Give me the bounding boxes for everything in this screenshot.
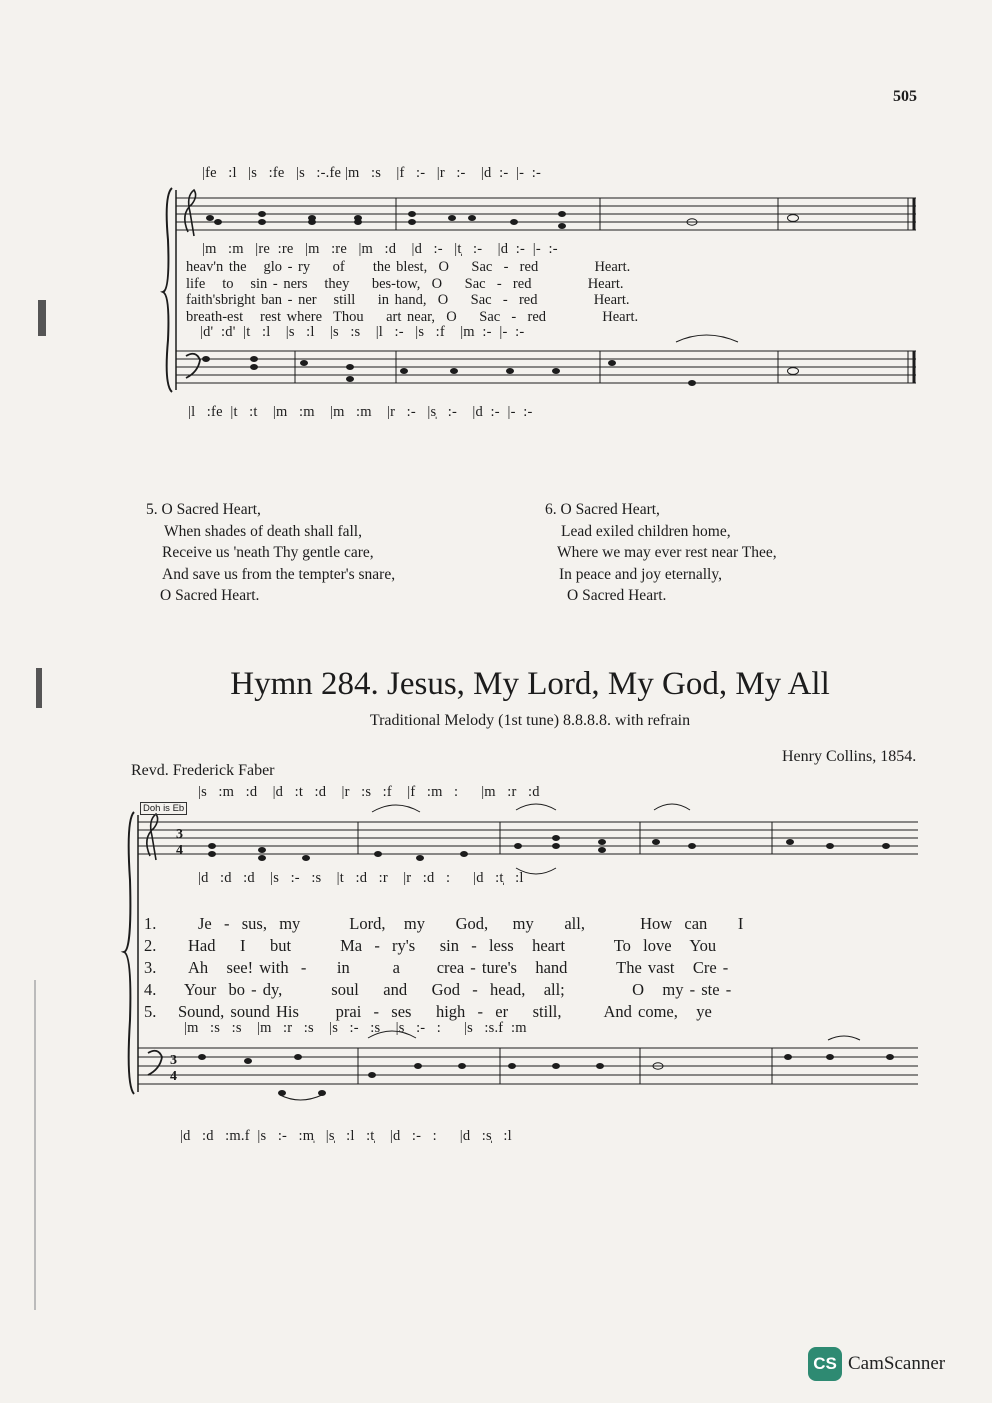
lower-bass-solfa: |d :d :m.f |s :- :m̩ |s̩ :l :t̩ |d :- : |d :s̩ :l — [180, 1128, 512, 1144]
upper-lyric-line-1: heav'n the glo - ry of the blest, O Sac - red Heart. — [186, 259, 631, 275]
verse-5-line: When shades of death shall fall, — [164, 522, 362, 540]
upper-bass-solfa: |l :fe |t :t |m :m |m :m |r :- |s̩ :- |d :- |- :- — [188, 404, 533, 420]
lower-lyric-number: 1. — [144, 914, 157, 933]
scan-edge-mark — [38, 300, 46, 336]
hymn-subtitle: Traditional Melody (1st tune) 8.8.8.8. with refrain — [369, 712, 691, 729]
scan-edge-mark — [34, 980, 36, 1310]
lower-treble-solfa: |s :m :d |d :t :d |r :s :f |f :m : |m :r :d — [198, 784, 540, 800]
lower-lyric-line-3: Ah see! with - in a crea - ture's hand The vast Cre - — [188, 958, 729, 977]
lower-treble-staff — [138, 822, 918, 854]
upper-lyric-line-2: life to sin - ners they bes-tow, O Sac - red Heart. — [186, 276, 624, 292]
lower-lyric-number: 2. — [144, 936, 157, 955]
upper-lyric-line-3: faith'sbright ban - ner still in hand, O Sac - red Heart. — [186, 292, 630, 308]
lower-lyric-line-4: Your bo - dy, soul and God - head, all; O my - ste - — [184, 980, 732, 999]
verse-5 — [146, 499, 395, 607]
verse-6-line: Lead exiled children home, — [561, 522, 731, 540]
verse-6-line: O Sacred Heart. — [567, 587, 667, 604]
verse-5-line: 5. O Sacred Heart, — [146, 501, 261, 518]
camscanner-logo-icon: CS — [808, 1347, 842, 1381]
upper-tenor-solfa: |d' :d' |t :l |s :l |s :s |l :- |s :f |m :- |- :- — [200, 324, 525, 340]
verse-6-line: Where we may ever rest near Thee, — [557, 544, 777, 561]
hymn-title: Hymn 284. Jesus, My Lord, My God, My All — [230, 666, 830, 702]
lower-lyric-line-1: Je - sus, my Lord, my God, my all, How can I — [198, 914, 744, 933]
svg-text:3: 3 — [170, 1053, 177, 1068]
svg-text:4: 4 — [170, 1069, 177, 1084]
lower-lyric-line-5: Sound, sound His prai - ses high - er still, And come, ye — [178, 1002, 712, 1021]
lower-lyric-number: 5. — [144, 1002, 157, 1021]
lower-tenor-solfa: |m :s :s |m :r :s |s :- :s |s :- : |s :s.f :m — [184, 1020, 527, 1036]
verse-5-line: O Sacred Heart. — [160, 587, 260, 604]
svg-text:3: 3 — [176, 827, 183, 842]
hymn-author: Revd. Frederick Faber — [131, 762, 275, 779]
verse-6-line: 6. O Sacred Heart, — [545, 501, 660, 518]
key-signature-label: Doh is Eb — [140, 802, 187, 815]
verse-5-line: And save us from the tempter's snare, — [162, 565, 396, 583]
verse-6-line: In peace and joy eternally, — [559, 565, 722, 583]
upper-treble-staff — [176, 198, 916, 230]
upper-treble-solfa: |fe :l |s :fe |s :-.fe |m :s |f :- |r :- |d :- |- :- — [202, 165, 542, 181]
svg-text:4: 4 — [176, 843, 183, 858]
lower-alto-solfa: |d :d :d |s :- :s |t :d :r |r :d : |d :t̩ :l — [198, 870, 524, 886]
hymn-composer: Henry Collins, 1854. — [782, 748, 917, 765]
verse-5-line: Receive us 'neath Thy gentle care, — [162, 544, 374, 561]
upper-alto-solfa: |m :m |re :re |m :re |m :d |d :- |t̩ :- |d :- |- :- — [202, 241, 558, 257]
camscanner-watermark — [808, 1347, 945, 1381]
upper-lyric-line-4: breath-est rest where Thou art near, O Sac - red Heart. — [186, 309, 639, 325]
lower-lyric-number: 3. — [144, 958, 157, 977]
lower-bass-staff — [138, 1048, 918, 1084]
camscanner-brand: CamScanner — [848, 1353, 946, 1374]
lower-lyric-number: 4. — [144, 980, 157, 999]
verse-6 — [545, 499, 777, 607]
page-number: 505 — [893, 88, 917, 105]
upper-bass-staff — [176, 351, 916, 383]
lower-lyric-line-2: Had I but Ma - ry's sin - less heart To love You — [188, 936, 717, 955]
